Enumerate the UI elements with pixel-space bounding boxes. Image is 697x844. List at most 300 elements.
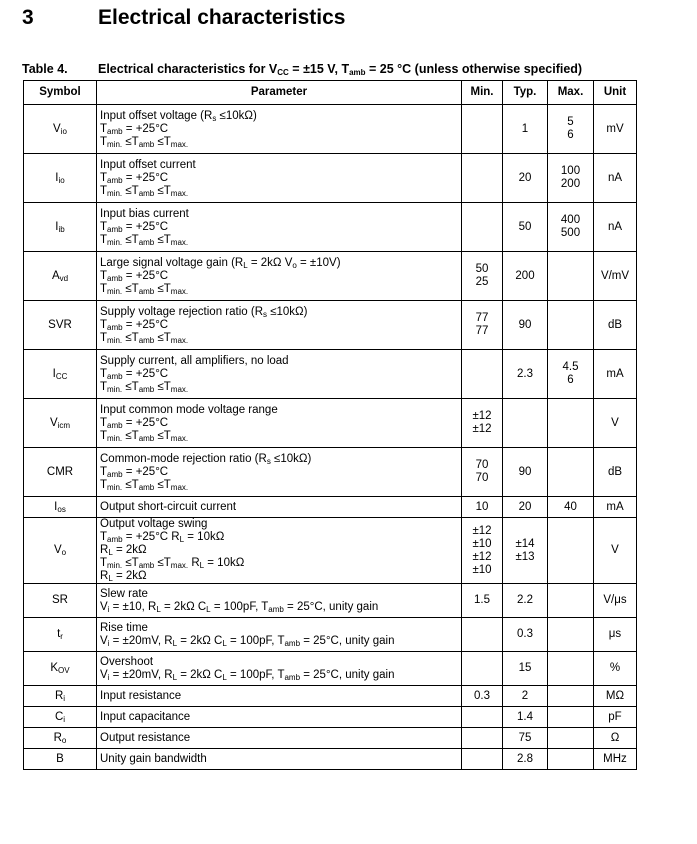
cond-text: = ±20mV, R [109,634,173,647]
cond-text: ≤T [122,233,139,246]
symbol-subscript: io [60,126,67,136]
table-row [24,350,637,399]
cond-sub: amb [107,371,123,381]
param-sub: L [243,260,248,270]
condition-line [100,531,458,544]
symbol-subscript: i [63,714,66,724]
cond-text: = 2kΩ C [160,600,207,613]
cell-max [548,728,594,749]
cond-sub: amb [107,175,123,185]
condition-line [100,557,458,570]
parameter-title [100,110,458,123]
cell-typ [503,728,548,749]
cell-parameter [97,350,462,399]
cell-symbol [24,105,97,154]
cell-typ-value [506,319,544,332]
param-sub: s [212,113,217,123]
cell-min-value-line: ±10 [472,563,492,576]
cell-min [462,448,503,497]
cell-symbol [24,518,97,584]
cond-sub: L [172,638,178,648]
parameter-title [100,257,458,270]
cell-max-value-line: 400 [560,214,581,226]
cond-sub: min. [107,561,123,570]
cell-max-value-line: 6 [567,374,574,386]
cell-min-value-line: 10 [475,500,489,513]
cond-text: T [100,282,108,295]
cond-sub: max. [170,384,189,394]
cond-sub: min. [107,384,123,394]
cond-text: = +25°C [122,171,169,184]
cell-max [548,618,594,652]
cell-typ-value [506,628,544,641]
cell-symbol [24,652,97,686]
cell-min [462,518,503,584]
cell-max [548,448,594,497]
table-row [24,618,637,652]
cond-text: ≤T [122,557,139,569]
cell-typ-value [506,368,544,381]
cell-typ-value [506,732,544,745]
table-caption: Electrical characteristics for $V_{CC} = \pm 15$ V, $T_{amb} = 25$ °C (unless otherwise specified) [98,62,583,77]
cell-max-value-line: 40 [564,500,577,513]
cell-parameter [97,399,462,448]
cond-text: T [100,416,108,429]
symbol-subscript: o [61,735,67,745]
cond-text: T [100,367,108,380]
cond-text: = 25°C, unity gain [300,634,395,647]
cell-max [548,686,594,707]
cell-parameter [97,448,462,497]
cond-text: T [100,531,108,543]
cell-parameter [97,707,462,728]
symbol-text: SR [52,594,68,606]
table-row [24,399,637,448]
cond-text: T [100,557,108,569]
table-row [24,203,637,252]
cell-typ-value-line: 2.3 [517,367,533,380]
cond-text: ≤T [122,135,139,148]
parameter-title [100,656,458,669]
cond-sub: max. [170,335,189,345]
section-title: Electrical characteristics [98,6,346,29]
table-row [24,301,637,350]
cond-sub: L [199,561,205,570]
cell-symbol [24,686,97,707]
table-row [24,707,637,728]
cond-sub: amb [138,433,155,443]
cell-max-value [551,116,590,142]
table-row [24,154,637,203]
cell-symbol [24,707,97,728]
cell-unit [594,618,637,652]
unit-text: mV [606,122,624,135]
symbol-text: B [56,752,64,765]
unit-text: μs [608,628,622,640]
cond-sub: L [108,574,113,583]
cell-typ [503,154,548,203]
unit-text: V/μs [603,594,627,606]
parameter-title [100,306,458,319]
cond-text: T [100,465,108,478]
cell-min-value-line: 25 [475,276,489,288]
cell-typ-value [506,538,544,564]
condition-trange [100,136,458,149]
cell-max-value-line: 500 [560,227,581,239]
cond-sub: min. [107,482,123,492]
cell-symbol [24,350,97,399]
table-row [24,497,637,518]
cell-symbol [24,154,97,203]
cell-typ [503,518,548,584]
cell-unit [594,203,637,252]
cond-sub: L [172,672,178,682]
symbol-subscript: vd [59,273,69,283]
parameter-title [100,622,458,635]
cell-typ-value [506,172,544,185]
cond-sub: i [107,604,110,614]
table-header-row [24,81,637,105]
condition-trange [100,381,458,394]
table-row [24,652,637,686]
cell-typ-value-line: 1.4 [517,710,533,723]
cond-text: T [100,135,108,148]
unit-text: Ω [610,731,620,744]
parameter-title [100,404,458,417]
cell-symbol [24,618,97,652]
condition-line [100,544,458,557]
cell-min [462,154,503,203]
cell-min-value-line: 70 [475,459,489,471]
cell-min [462,301,503,350]
cell-typ-value-line: ±14 [515,537,535,550]
cond-text: T [100,184,108,197]
parameter-title [100,355,458,368]
cell-typ [503,399,548,448]
cell-symbol [24,728,97,749]
cond-sub: L [179,535,185,544]
parameter-title [100,588,458,601]
cell-min [462,728,503,749]
cell-unit [594,749,637,770]
cell-max [548,584,594,618]
param-text: ≤10kΩ) [216,109,257,122]
cond-text: = ±20mV, R [109,668,173,681]
section-number: 3 [22,6,34,29]
cond-text: = +25°C [122,465,169,478]
symbol-text: I [54,500,58,513]
cell-min [462,105,503,154]
cond-sub: L [108,548,113,557]
cell-max [548,203,594,252]
param-text: Input capacitance [100,710,191,723]
cond-text: ≤T [154,380,171,393]
cond-sub: min. [107,286,123,296]
header-min: Min. [462,81,503,105]
cell-typ-value-line: 15 [518,662,532,674]
cond-text: = +25°C [122,367,169,380]
cell-typ-value [506,711,544,724]
cond-sub: amb [107,322,123,332]
cond-text: = +25°C [122,122,169,135]
cell-unit [594,350,637,399]
header-unit: Unit [594,81,637,105]
cell-typ [503,203,548,252]
cell-typ [503,448,548,497]
condition-trange [100,332,458,345]
param-text: Overshoot [100,655,154,668]
cell-min-value-line: 77 [475,325,489,337]
cell-parameter [97,252,462,301]
cell-unit [594,686,637,707]
cell-unit [594,105,637,154]
cell-typ [503,105,548,154]
cell-typ [503,652,548,686]
parameter-title [100,518,458,531]
cell-max [548,707,594,728]
symbol-subscript: OV [58,666,70,675]
symbol-text: I [52,367,56,380]
param-text: Output voltage swing [100,518,208,530]
cell-parameter [97,105,462,154]
cond-text: T [100,318,108,331]
header-parameter: Parameter [97,81,462,105]
cell-typ-value-line: 50 [518,220,532,233]
cell-symbol [24,497,97,518]
param-text: Supply voltage rejection ratio (R [100,305,263,318]
cell-min-value [465,594,499,607]
cond-text: = 10kΩ [184,531,225,543]
unit-text: MΩ [605,689,625,702]
unit-text: % [609,662,621,674]
cell-min [462,707,503,728]
cond-text: ≤T [122,184,139,197]
parameter-title [100,453,458,466]
condition-trange [100,430,458,443]
symbol-text: t [57,628,61,640]
unit-text: V [611,416,619,429]
cell-parameter [97,301,462,350]
cell-max [548,154,594,203]
cond-text: = ±10, R [109,600,157,613]
cell-typ-value-line: 75 [518,731,532,744]
param-sub: s [266,456,271,466]
cond-sub: amb [107,126,123,136]
cond-sub: amb [138,561,155,570]
cell-max [548,252,594,301]
cell-min-value-line: 1.5 [474,594,490,606]
cell-min-value [465,690,499,703]
cond-text: R [188,557,200,569]
cond-text: T [100,478,108,491]
cell-min [462,399,503,448]
cond-text: ≤T [154,135,171,148]
cond-text: = 2kΩ [112,544,147,556]
cond-text: T [100,429,108,442]
param-text: Input offset voltage (R [100,109,213,122]
cell-parameter [97,584,462,618]
cond-sub: min. [107,139,123,149]
param-text: = 2kΩ V [247,256,293,269]
unit-text: V [611,544,619,556]
cond-sub: i [107,638,110,648]
cell-typ-value-line: 20 [518,500,532,513]
condition-tamb [100,270,458,283]
condition-tamb [100,172,458,185]
cond-text: V [100,634,108,647]
symbol-subscript: r [60,632,63,641]
symbol-text: I [55,171,59,184]
condition-line [100,635,458,648]
cell-unit [594,448,637,497]
cell-typ [503,618,548,652]
symbol-text: V [53,122,61,135]
symbol-subscript: io [58,175,65,185]
cell-typ-value-line: 1 [521,122,529,135]
cell-min-value [465,525,499,577]
unit-text: dB [607,465,623,478]
table-row [24,105,637,154]
cell-unit [594,154,637,203]
cond-text: = 100pF, T [226,668,285,681]
cell-min [462,350,503,399]
symbol-subscript: i [63,693,66,703]
symbol-text: SVR [48,318,72,331]
cell-unit [594,399,637,448]
param-text: Input bias current [100,207,189,220]
symbol-text: K [50,662,59,674]
param-text: ≤10kΩ) [270,452,312,465]
cell-parameter [97,728,462,749]
unit-text: MHz [603,752,627,765]
cell-min-value-line: ±12 [472,550,492,563]
cell-max-value-line: 6 [567,129,574,141]
cond-sub: amb [138,139,155,149]
cond-text: T [100,171,108,184]
cell-min-value-line: 50 [475,263,489,275]
param-text: Input resistance [100,689,182,702]
cell-max-value-line: 4.5 [562,361,579,373]
parameter-title [100,208,458,221]
cell-typ-value-line: 0.3 [517,628,533,640]
param-text: Output resistance [100,731,191,744]
cond-text: T [100,220,108,233]
cond-sub: max. [170,433,189,443]
condition-tamb [100,417,458,430]
cell-symbol [24,203,97,252]
cond-text: = +25°C [122,318,169,331]
cell-min [462,497,503,518]
cell-min-value-line: 0.3 [474,689,490,702]
cell-min [462,618,503,652]
cell-min [462,252,503,301]
condition-tamb [100,368,458,381]
cond-text: ≤T [122,429,139,442]
condition-trange [100,234,458,247]
cond-sub: L [156,604,161,614]
cell-typ-value-line: 2 [521,689,529,702]
cell-min-value-line: ±10 [472,537,492,550]
cell-unit [594,652,637,686]
cond-text: = 100pF, T [210,600,269,613]
cond-sub: amb [138,335,155,345]
cond-text: ≤T [122,380,139,393]
condition-trange [100,283,458,296]
unit-text: nA [607,171,623,184]
cell-max-value [551,501,590,514]
table-row [24,749,637,770]
cell-parameter [97,497,462,518]
cell-typ-value [506,501,544,514]
unit-text: mA [606,367,624,380]
cell-min-value-line: ±12 [472,524,492,537]
cell-max [548,399,594,448]
cond-text: = 2kΩ C [177,634,223,647]
symbol-subscript: os [57,504,66,514]
cond-text: = 2kΩ C [177,668,223,681]
cond-text: V [100,668,108,681]
cond-sub: min. [107,335,123,345]
cell-min-value [465,263,499,289]
cell-typ [503,686,548,707]
condition-trange [100,479,458,492]
condition-tamb [100,466,458,479]
cell-parameter [97,686,462,707]
condition-line [100,570,458,583]
cell-min [462,686,503,707]
table-row [24,686,637,707]
cell-min-value [465,410,499,436]
cell-unit [594,728,637,749]
cell-max [548,749,594,770]
cell-unit [594,518,637,584]
cond-sub: L [222,638,227,648]
param-text: Input common mode voltage range [100,403,278,416]
cond-sub: amb [107,469,123,479]
cell-typ-value [506,594,544,607]
cond-text: V [100,600,108,613]
param-text: ≤10kΩ) [267,305,308,318]
cell-typ-value [506,690,544,703]
param-text: Supply current, all amplifiers, no load [100,354,289,367]
param-text: Rise time [100,621,148,634]
symbol-text: C [54,710,64,723]
cell-typ [503,749,548,770]
cond-text: = 100pF, T [226,634,285,647]
cell-typ-value-line: 90 [518,318,532,331]
table-row [24,448,637,497]
cell-max [548,652,594,686]
cell-unit [594,584,637,618]
parameter-title [100,159,458,172]
cell-min-value [465,312,499,338]
cell-min [462,652,503,686]
cell-typ [503,497,548,518]
cond-sub: amb [138,237,155,247]
cell-max-value [551,361,590,387]
cell-typ [503,707,548,728]
cond-sub: amb [107,420,123,430]
condition-tamb [100,123,458,136]
cell-symbol [24,399,97,448]
cond-sub: i [107,672,110,682]
cell-max-value [551,214,590,240]
cond-sub: max. [170,561,189,570]
cell-symbol [24,252,97,301]
header-max: Max. [548,81,594,105]
symbol-text: V [49,416,58,429]
cond-text: ≤T [154,184,171,197]
